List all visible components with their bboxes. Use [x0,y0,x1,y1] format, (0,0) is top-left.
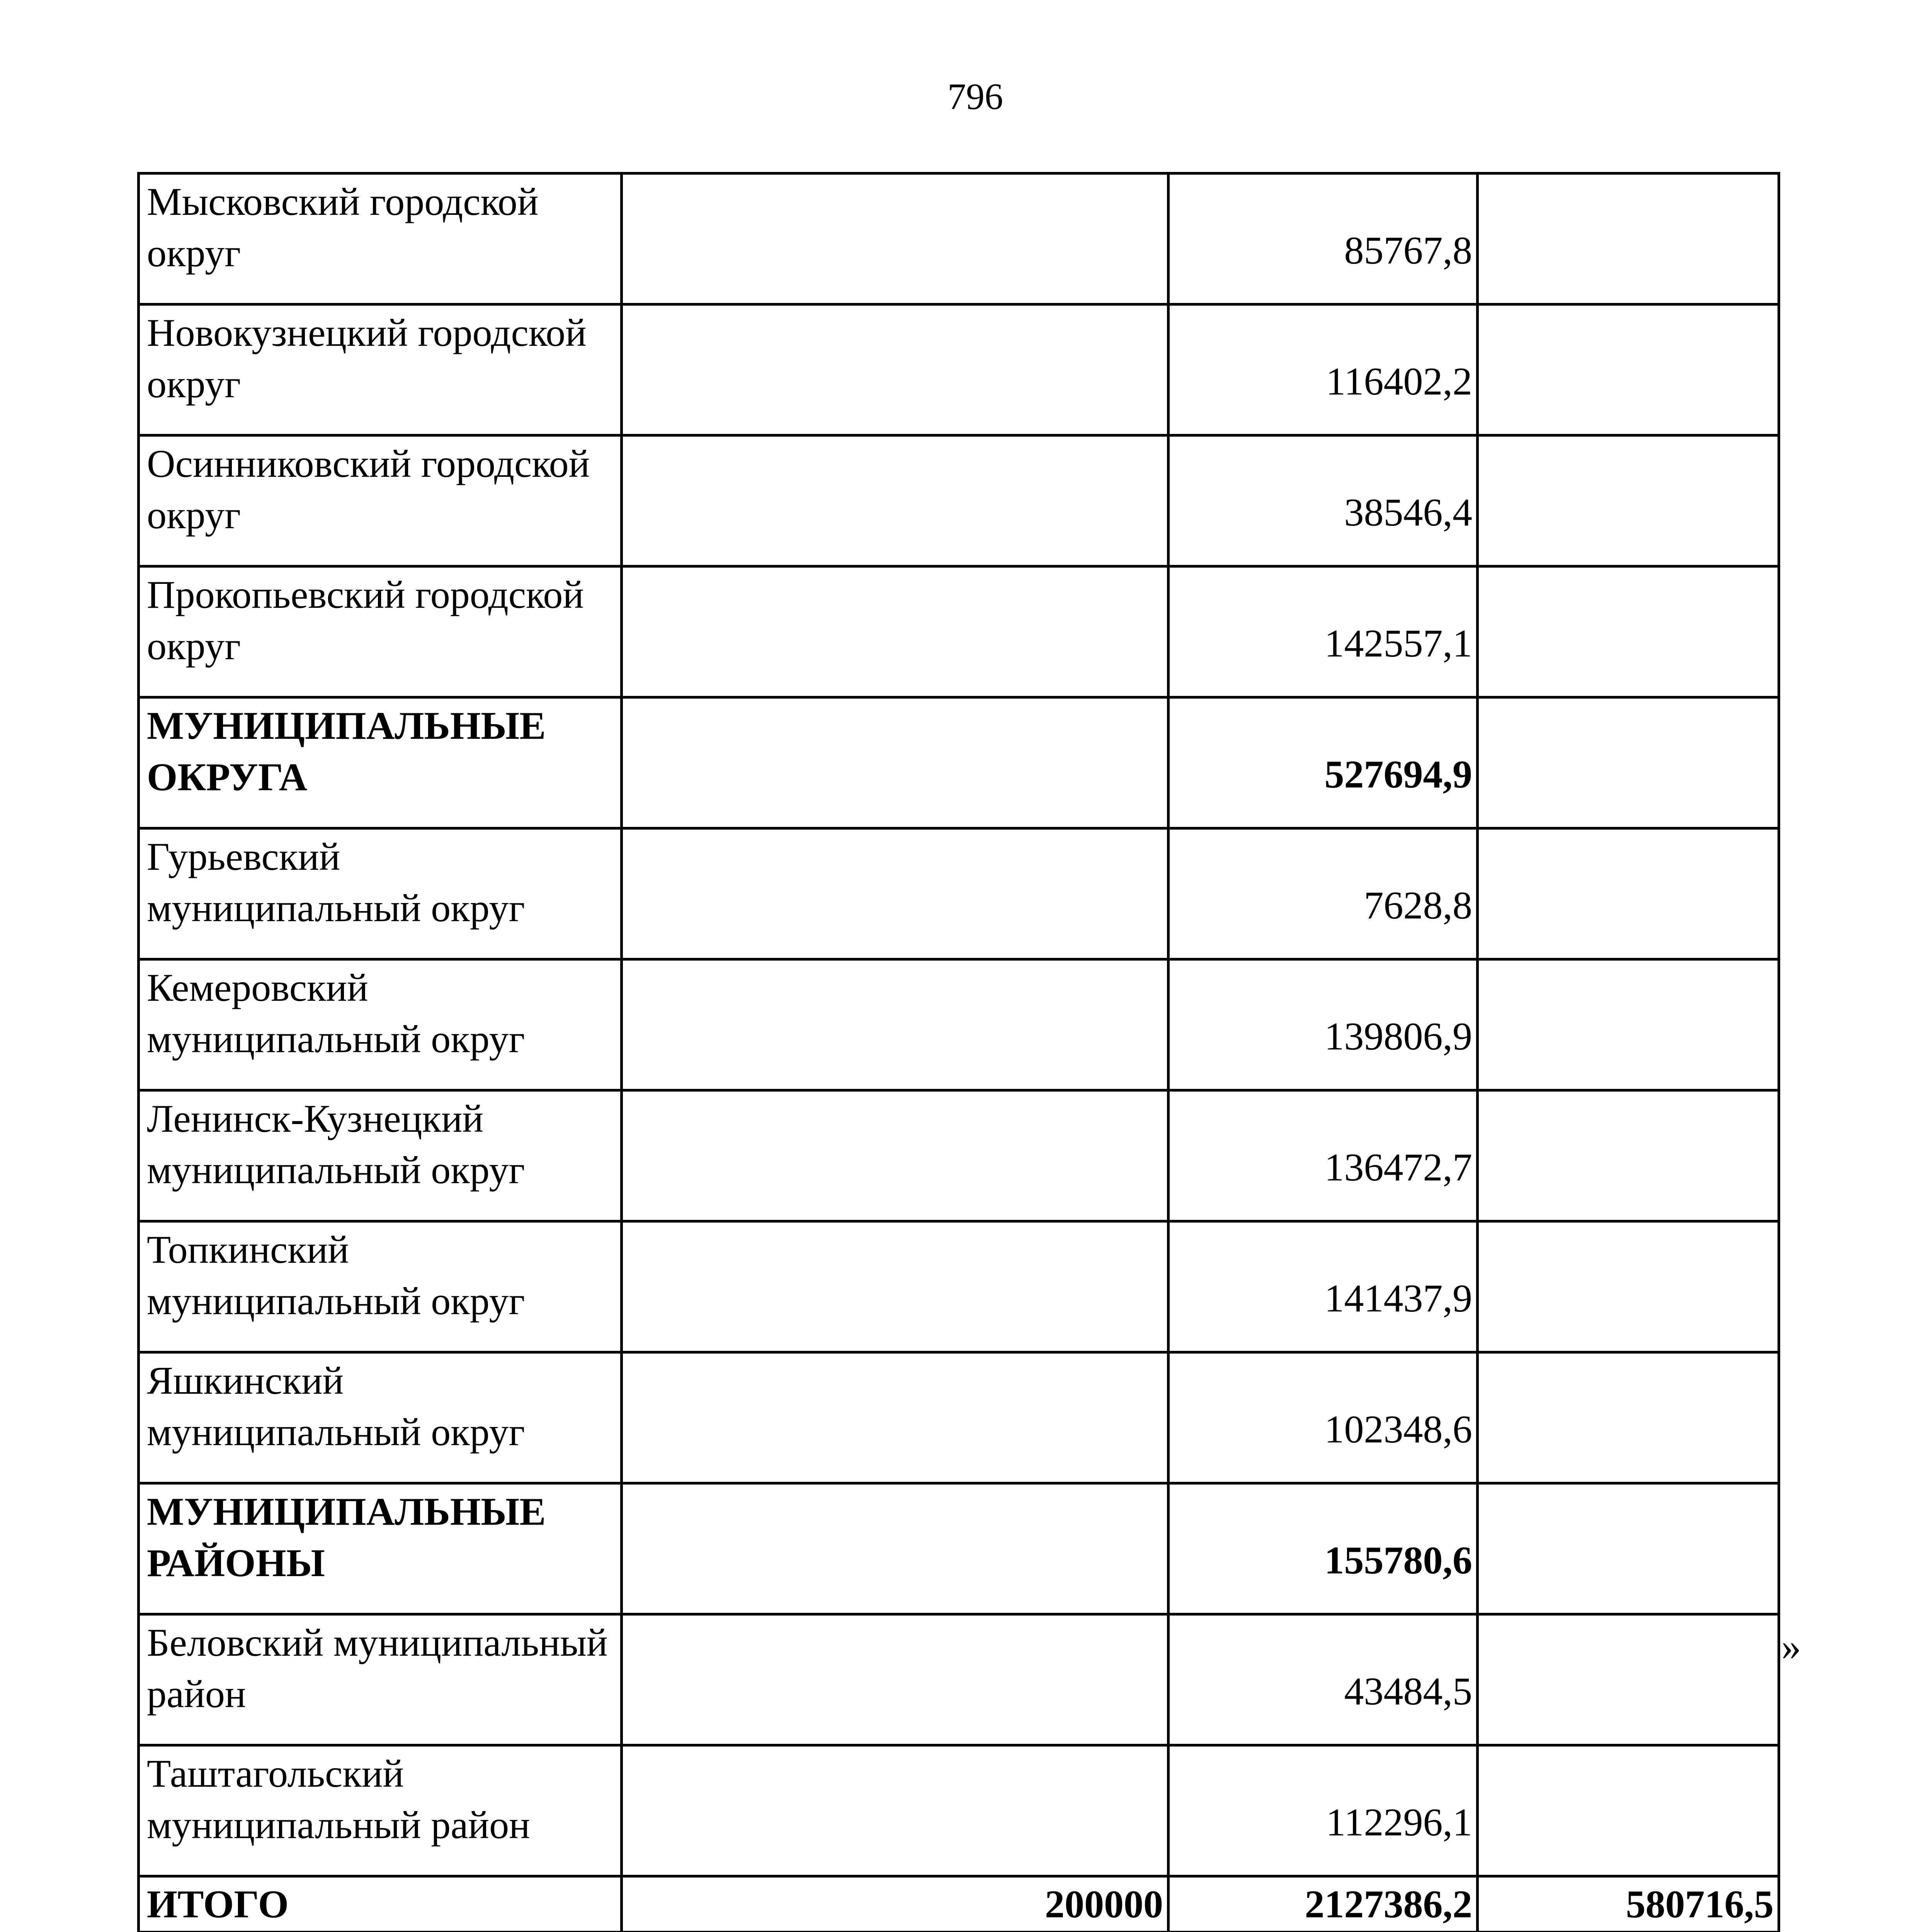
group-subtotal-row [139,697,1779,828]
table-row [139,435,1779,566]
row-name: Ленинск-Кузнецкий муниципальный округ [139,1090,622,1221]
row-col2 [622,1745,1169,1876]
row-col3: 116402,2 [1169,304,1478,435]
table-row [139,1745,1779,1876]
budget-allocation-table [137,172,1780,1932]
row-name: Осинниковский городской округ [139,435,622,566]
table-row [139,1090,1779,1221]
row-col2 [622,1352,1169,1483]
table-row [139,1614,1779,1745]
table-row [139,173,1779,304]
row-col3: 527694,9 [1169,697,1478,828]
row-name: МУНИЦИПАЛЬНЫЕ ОКРУГА [139,697,622,828]
row-col4 [1478,959,1779,1090]
row-col4 [1478,1090,1779,1221]
row-col2 [622,828,1169,959]
row-col3: 7628,8 [1169,828,1478,959]
row-col2 [622,1614,1169,1745]
table-row [139,828,1779,959]
row-col2 [622,304,1169,435]
row-col4 [1478,1614,1779,1745]
total-col2: 200000 [622,1876,1169,1932]
row-name: Таштагольский муниципальный район [139,1745,622,1876]
row-col2 [622,697,1169,828]
total-col3: 2127386,2 [1169,1876,1478,1932]
row-col2 [622,566,1169,697]
row-col4 [1478,697,1779,828]
row-col2 [622,959,1169,1090]
row-col3: 38546,4 [1169,435,1478,566]
row-name: Прокопьевский городской округ [139,566,622,697]
table-row [139,304,1779,435]
row-name: Топкинский муниципальный округ [139,1221,622,1352]
row-col3: 136472,7 [1169,1090,1478,1221]
total-row [139,1876,1779,1932]
row-col4 [1478,828,1779,959]
row-col3: 43484,5 [1169,1614,1478,1745]
row-col4 [1478,1221,1779,1352]
row-name: Яшкинский муниципальный округ [139,1352,622,1483]
total-col4: 580716,5 [1478,1876,1779,1932]
row-col3: 139806,9 [1169,959,1478,1090]
row-col4 [1478,1352,1779,1483]
table-body [139,173,1779,1932]
row-col3: 112296,1 [1169,1745,1478,1876]
row-name: Беловский муниципальный район [139,1614,622,1745]
table-row [139,959,1779,1090]
closing-quote: » [1781,1625,1801,1668]
row-col2 [622,173,1169,304]
row-col4 [1478,435,1779,566]
row-name: Мысковский городской округ [139,173,622,304]
page-number: 796 [947,76,1003,117]
row-col4 [1478,566,1779,697]
row-col3: 141437,9 [1169,1221,1478,1352]
row-col3: 142557,1 [1169,566,1478,697]
row-name: Гурьевский муниципальный округ [139,828,622,959]
group-subtotal-row [139,1483,1779,1614]
row-col4 [1478,1745,1779,1876]
row-col3: 85767,8 [1169,173,1478,304]
row-col4 [1478,1483,1779,1614]
total-label: ИТОГО [139,1876,622,1932]
row-col2 [622,435,1169,566]
row-col2 [622,1221,1169,1352]
row-col2 [622,1483,1169,1614]
table-row [139,1221,1779,1352]
row-col2 [622,1090,1169,1221]
row-name: МУНИЦИПАЛЬНЫЕ РАЙОНЫ [139,1483,622,1614]
row-col3: 102348,6 [1169,1352,1478,1483]
row-name: Кемеровский муниципальный округ [139,959,622,1090]
table-row [139,1352,1779,1483]
row-col4 [1478,304,1779,435]
row-name: Новокузнецкий городской округ [139,304,622,435]
row-col4 [1478,173,1779,304]
table-row [139,566,1779,697]
row-col3: 155780,6 [1169,1483,1478,1614]
